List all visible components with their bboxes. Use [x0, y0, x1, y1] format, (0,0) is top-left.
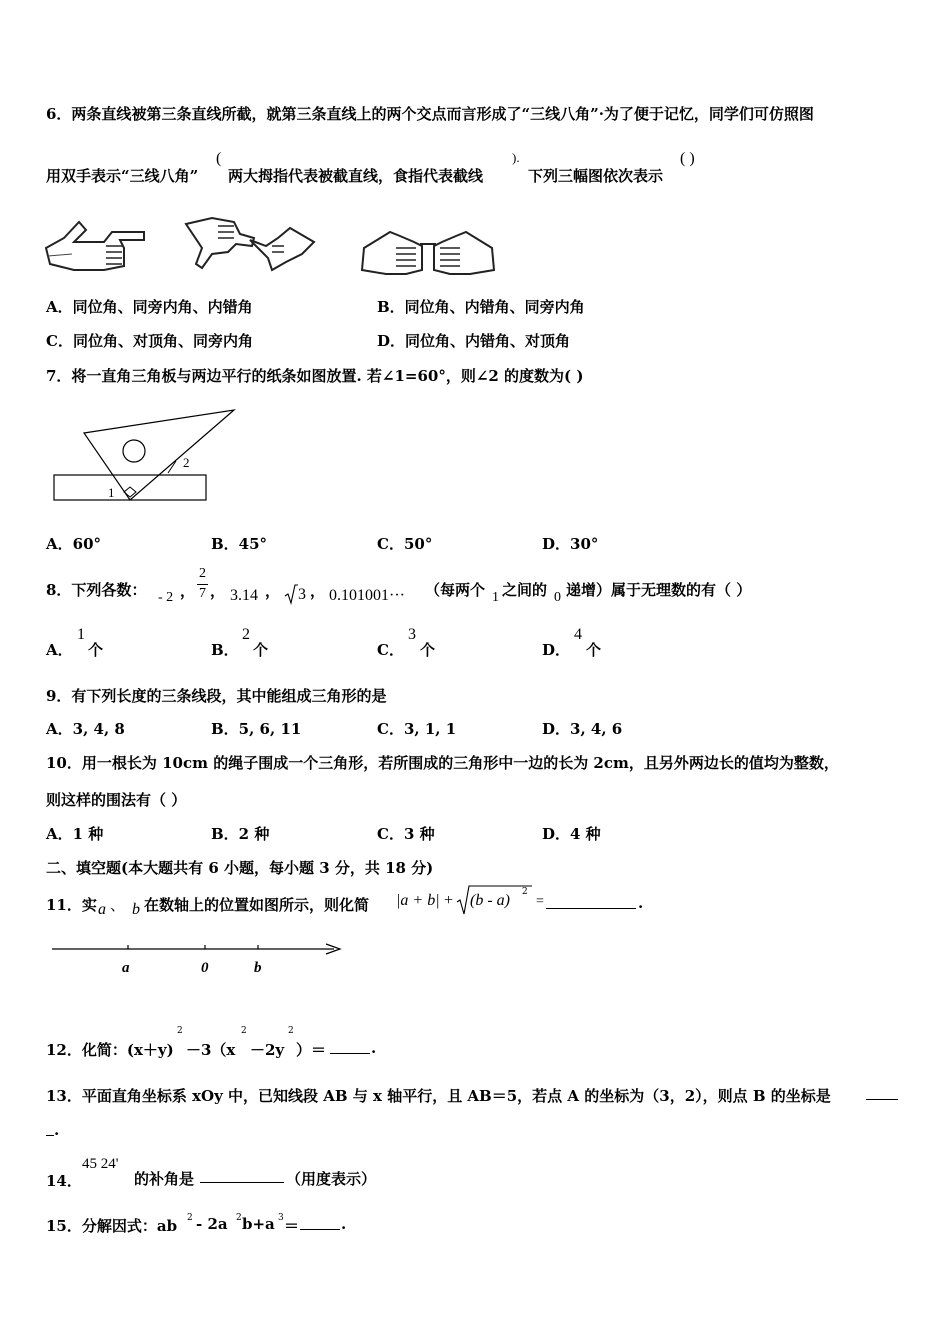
q6-paren-close: ).	[512, 150, 520, 165]
hands-figure-1	[44, 208, 154, 274]
q8-frac-num: 2	[199, 566, 206, 581]
q14-angle: 45 24'	[82, 1156, 119, 1172]
q7-option-b[interactable]: B．45°	[211, 535, 268, 553]
q11-var-a: a	[98, 901, 106, 918]
q15-stem: 15．分解因式：ab	[46, 1217, 178, 1235]
q11-end: .	[638, 894, 644, 912]
q12-stem: 12．化简：(x＋y)	[46, 1041, 174, 1059]
q8-option-d-letter[interactable]: D．	[542, 641, 571, 659]
q9-option-b[interactable]: B．5, 6, 11	[211, 720, 302, 738]
q11-stem-start: 11．实	[46, 896, 97, 914]
angle-2-label: 2	[183, 455, 190, 470]
axis-label-b: b	[254, 960, 262, 976]
q8-note-one: 1	[492, 590, 499, 605]
number-line	[50, 938, 344, 978]
section-2-heading: 二、填空题(本大题共有 6 小题，每小题 3 分，共 18 分)	[46, 859, 434, 877]
q6-option-a[interactable]: A．同位角、同旁内角、内错角	[46, 298, 253, 316]
q11-var-b: b	[132, 901, 140, 918]
q15-exponent-2: 2	[236, 1213, 242, 1223]
q12-middle: －3（x	[186, 1041, 236, 1059]
q10-option-a[interactable]: A．1 种	[46, 825, 104, 843]
q8-comma-3: ，	[265, 582, 281, 600]
q11-stem-mid: 在数轴上的位置如图所示，则化简	[144, 896, 370, 914]
q14-answer-blank[interactable]	[200, 1168, 284, 1183]
q8-sqrt-sign	[284, 583, 298, 605]
q14-tail: （用度表示）	[286, 1170, 377, 1188]
hands-figure-3	[360, 222, 496, 278]
q6-stem-tail: 下列三幅图依次表示	[528, 167, 664, 185]
q8-number-neg2: - 2	[158, 590, 174, 605]
axis-label-0: 0	[201, 960, 209, 976]
q6-answer-paren: ( )	[680, 150, 695, 167]
q12-dot: .	[371, 1039, 377, 1057]
q8-option-c-unit: 个	[420, 641, 436, 659]
q12-exponent-2: 2	[241, 1026, 247, 1036]
q10-stem-line2: 则这样的围法有（ ）	[46, 791, 187, 809]
q8-number-314: 3.14	[230, 587, 258, 604]
q8-option-a-unit: 个	[88, 641, 104, 659]
q13-end: .	[54, 1121, 60, 1139]
q8-option-c-number: 3	[408, 626, 416, 643]
q7-stem: 7．将一直角三角板与两边平行的纸条如图放置. 若∠1=60°，则∠2 的度数为( )	[46, 367, 584, 385]
q8-sqrt-3: 3	[298, 586, 306, 603]
q8-note-start: （每两个	[425, 581, 486, 599]
q12-exponent-3: 2	[288, 1026, 294, 1036]
q10-option-d[interactable]: D．4 种	[542, 825, 601, 843]
q15-exponent-3: 3	[278, 1213, 284, 1223]
q13-stem: 13．平面直角坐标系 xOy 中，已知线段 AB 与 x 轴平行，且 AB＝5，若点 A 的坐标为（3，2），则点 B 的坐标是	[46, 1087, 831, 1105]
q9-option-c[interactable]: C．3, 1, 1	[377, 720, 457, 738]
q6-option-d[interactable]: D．同位角、内错角、对顶角	[377, 332, 571, 350]
q14-text: 的补角是	[134, 1170, 195, 1188]
q8-option-a-letter[interactable]: A．	[46, 641, 73, 659]
q12-answer-blank[interactable]	[330, 1039, 370, 1054]
q9-option-a[interactable]: A．3, 4, 8	[46, 720, 125, 738]
q8-option-a-number: 1	[77, 626, 85, 643]
q15-part-2: - 2a	[196, 1215, 228, 1233]
q8-option-b-unit: 个	[253, 641, 269, 659]
q11-exponent: 2	[522, 887, 528, 897]
q6-stem-line1: 6．两条直线被第三条直线所截，就第三条直线上的两个交点而言形成了“三线八角”·为了便于记忆，同学们可仿照图	[46, 105, 814, 123]
q8-option-b-letter[interactable]: B．	[211, 641, 239, 659]
q8-note-mid: 之间的	[502, 581, 548, 599]
q9-option-d[interactable]: D．3, 4, 6	[542, 720, 623, 738]
q8-note-end: 递增）属于无理数的有（ ）	[566, 581, 752, 599]
q8-option-d-number: 4	[574, 626, 582, 643]
q14-number: 14．	[46, 1172, 82, 1190]
q7-option-d[interactable]: D．30°	[542, 535, 599, 553]
q8-stem-start: 8．下列各数：	[46, 581, 147, 599]
q8-number-0101001: 0.101001···	[329, 587, 405, 604]
q6-option-c[interactable]: C．同位角、对顶角、同旁内角	[46, 332, 253, 350]
q8-note-zero: 0	[554, 590, 561, 605]
q11-sep: 、	[110, 896, 126, 914]
q12-end: ）＝	[296, 1041, 327, 1059]
q9-stem: 9．有下列长度的三条线段，其中能组成三角形的是	[46, 687, 387, 705]
axis-label-a: a	[122, 960, 130, 976]
q15-exponent-1: 2	[187, 1213, 193, 1223]
q12-middle-2: －2y	[250, 1041, 285, 1059]
q15-part-3: b+a	[242, 1215, 275, 1233]
q10-option-b[interactable]: B．2 种	[211, 825, 270, 843]
triangle-strip-figure	[50, 405, 240, 505]
q8-comma-2: ，	[210, 582, 226, 600]
hands-figure-2	[182, 208, 318, 274]
q8-comma-1: ，	[180, 582, 196, 600]
q13-answer-blank[interactable]	[866, 1085, 898, 1100]
q8-option-c-letter[interactable]: C．	[377, 641, 404, 659]
q6-stem-thumbs: 两大拇指代表被截直线，食指代表截线	[228, 167, 484, 185]
q6-paren-open: (	[216, 150, 222, 167]
q11-radical-expression: (b - a)	[470, 892, 510, 909]
q7-option-a[interactable]: A．60°	[46, 535, 102, 553]
q15-end: .	[341, 1215, 347, 1233]
q10-stem-line1: 10．用一根长为 10cm 的绳子围成一个三角形，若所围成的三角形中一边的长为 2cm，且另外两边长的值均为整数，	[46, 754, 839, 772]
q15-equals: ＝	[284, 1217, 300, 1235]
q8-frac-den: 7	[199, 586, 206, 601]
q8-comma-4: ，	[310, 582, 326, 600]
q8-option-d-unit: 个	[586, 641, 602, 659]
q8-option-b-number: 2	[242, 626, 250, 643]
q12-exponent-1: 2	[177, 1026, 183, 1036]
angle-1-label: 1	[108, 485, 115, 500]
q15-answer-blank[interactable]	[300, 1215, 340, 1230]
q6-stem-line2: 用双手表示“三线八角”	[46, 167, 199, 185]
q11-plus: +	[444, 892, 454, 909]
q10-option-c[interactable]: C．3 种	[377, 825, 435, 843]
q11-equals: =	[536, 894, 544, 909]
q6-option-b[interactable]: B．同位角、内错角、同旁内角	[377, 298, 585, 316]
q7-option-c[interactable]: C．50°	[377, 535, 433, 553]
q11-abs-expression: |a + b|	[396, 892, 440, 909]
q8-frac-bar	[197, 584, 208, 585]
q13-answer-blank-cont[interactable]	[46, 1121, 54, 1136]
q11-answer-blank[interactable]	[546, 894, 636, 909]
